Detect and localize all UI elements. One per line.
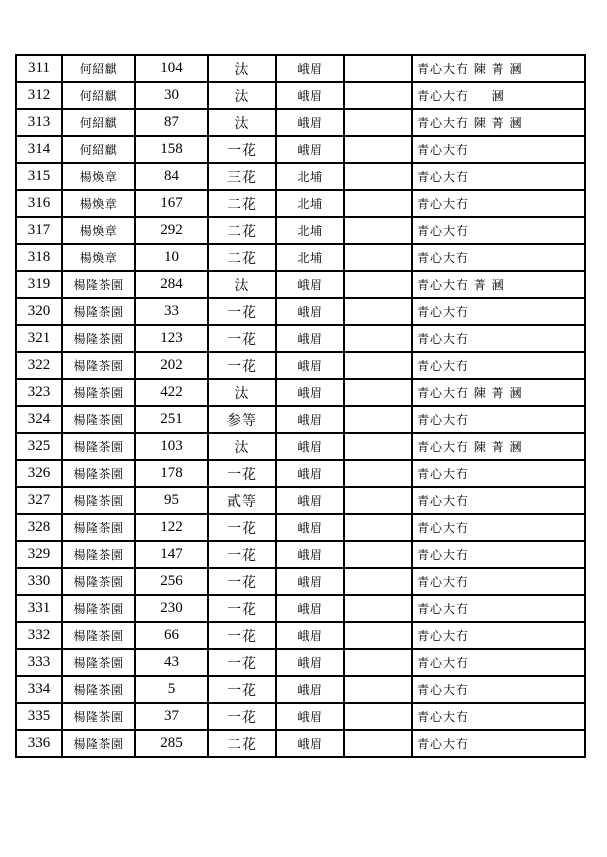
blank-cell (344, 622, 412, 649)
grade-cell: 一花 (208, 541, 276, 568)
grade-cell: 一花 (208, 622, 276, 649)
quantity-cell: 292 (135, 217, 208, 244)
place-cell: 峨眉 (276, 136, 344, 163)
owner-cell: 何紹麒 (62, 109, 135, 136)
grade-cell: 一花 (208, 298, 276, 325)
table-row (16, 352, 585, 379)
owner-cell: 楊隆茶園 (62, 352, 135, 379)
grade-cell: 二花 (208, 244, 276, 271)
blank-cell (344, 649, 412, 676)
table-row (16, 379, 585, 406)
blank-cell (344, 217, 412, 244)
place-cell: 峨眉 (276, 568, 344, 595)
grade-cell: 参等 (208, 406, 276, 433)
note-cell: 青心大冇 (412, 298, 585, 325)
table-row (16, 622, 585, 649)
blank-cell (344, 514, 412, 541)
blank-cell (344, 82, 412, 109)
owner-cell: 楊隆茶園 (62, 595, 135, 622)
row-number-cell: 318 (16, 244, 62, 271)
owner-cell: 楊隆茶園 (62, 271, 135, 298)
note-cell: 青心大冇 (412, 460, 585, 487)
blank-cell (344, 730, 412, 757)
owner-cell: 楊隆茶園 (62, 568, 135, 595)
note-cell: 青心大冇 (412, 649, 585, 676)
grade-cell: 二花 (208, 190, 276, 217)
blank-cell (344, 568, 412, 595)
table-row (16, 244, 585, 271)
place-cell: 峨眉 (276, 676, 344, 703)
quantity-cell: 285 (135, 730, 208, 757)
blank-cell (344, 298, 412, 325)
table-row (16, 163, 585, 190)
blank-cell (344, 352, 412, 379)
place-cell: 峨眉 (276, 406, 344, 433)
place-cell: 峨眉 (276, 622, 344, 649)
quantity-cell: 104 (135, 55, 208, 82)
grade-cell: 一花 (208, 460, 276, 487)
quantity-cell: 43 (135, 649, 208, 676)
grade-cell: 汰 (208, 109, 276, 136)
row-number-cell: 316 (16, 190, 62, 217)
owner-cell: 楊隆茶園 (62, 460, 135, 487)
table-row (16, 406, 585, 433)
table-row (16, 109, 585, 136)
place-cell: 峨眉 (276, 325, 344, 352)
quantity-cell: 10 (135, 244, 208, 271)
note-cell: 青心大冇 (412, 352, 585, 379)
table-body (16, 55, 585, 757)
owner-cell: 楊隆茶園 (62, 487, 135, 514)
note-cell: 青心大冇 菁 漍 (412, 271, 585, 298)
blank-cell (344, 406, 412, 433)
place-cell: 峨眉 (276, 730, 344, 757)
note-cell: 青心大冇 (412, 325, 585, 352)
place-cell: 峨眉 (276, 352, 344, 379)
owner-cell: 楊隆茶園 (62, 406, 135, 433)
quantity-cell: 284 (135, 271, 208, 298)
place-cell: 北埔 (276, 190, 344, 217)
table-row (16, 271, 585, 298)
table-row (16, 487, 585, 514)
row-number-cell: 329 (16, 541, 62, 568)
tea-registry-sheet (15, 54, 586, 758)
quantity-cell: 30 (135, 82, 208, 109)
owner-cell: 楊煥章 (62, 217, 135, 244)
grade-cell: 汰 (208, 82, 276, 109)
place-cell: 北埔 (276, 163, 344, 190)
table-row (16, 460, 585, 487)
owner-cell: 楊隆茶園 (62, 325, 135, 352)
table-row (16, 298, 585, 325)
note-cell: 青心大冇 陳 菁 漍 (412, 109, 585, 136)
place-cell: 峨眉 (276, 379, 344, 406)
row-number-cell: 323 (16, 379, 62, 406)
owner-cell: 楊隆茶園 (62, 379, 135, 406)
grade-cell: 一花 (208, 649, 276, 676)
note-cell: 青心大冇 (412, 487, 585, 514)
blank-cell (344, 676, 412, 703)
blank-cell (344, 109, 412, 136)
place-cell: 峨眉 (276, 649, 344, 676)
quantity-cell: 256 (135, 568, 208, 595)
row-number-cell: 314 (16, 136, 62, 163)
row-number-cell: 324 (16, 406, 62, 433)
blank-cell (344, 244, 412, 271)
row-number-cell: 317 (16, 217, 62, 244)
quantity-cell: 178 (135, 460, 208, 487)
place-cell: 峨眉 (276, 298, 344, 325)
quantity-cell: 66 (135, 622, 208, 649)
row-number-cell: 313 (16, 109, 62, 136)
place-cell: 峨眉 (276, 271, 344, 298)
grade-cell: 一花 (208, 136, 276, 163)
grade-cell: 一花 (208, 595, 276, 622)
note-cell: 青心大冇 (412, 622, 585, 649)
blank-cell (344, 271, 412, 298)
row-number-cell: 312 (16, 82, 62, 109)
owner-cell: 何紹麒 (62, 55, 135, 82)
place-cell: 峨眉 (276, 460, 344, 487)
grade-cell: 一花 (208, 352, 276, 379)
row-number-cell: 315 (16, 163, 62, 190)
quantity-cell: 202 (135, 352, 208, 379)
row-number-cell: 319 (16, 271, 62, 298)
blank-cell (344, 190, 412, 217)
quantity-cell: 95 (135, 487, 208, 514)
quantity-cell: 122 (135, 514, 208, 541)
table-row (16, 676, 585, 703)
owner-cell: 楊隆茶園 (62, 541, 135, 568)
row-number-cell: 336 (16, 730, 62, 757)
place-cell: 北埔 (276, 217, 344, 244)
blank-cell (344, 595, 412, 622)
blank-cell (344, 487, 412, 514)
note-cell: 青心大冇 (412, 568, 585, 595)
row-number-cell: 330 (16, 568, 62, 595)
grade-cell: 一花 (208, 568, 276, 595)
blank-cell (344, 325, 412, 352)
place-cell: 峨眉 (276, 433, 344, 460)
owner-cell: 何紹麒 (62, 82, 135, 109)
place-cell: 峨眉 (276, 487, 344, 514)
table-row (16, 217, 585, 244)
quantity-cell: 5 (135, 676, 208, 703)
blank-cell (344, 433, 412, 460)
blank-cell (344, 541, 412, 568)
table-row (16, 649, 585, 676)
quantity-cell: 230 (135, 595, 208, 622)
row-number-cell: 320 (16, 298, 62, 325)
note-cell: 青心大冇 陳 菁 漍 (412, 55, 585, 82)
owner-cell: 楊隆茶園 (62, 676, 135, 703)
row-number-cell: 325 (16, 433, 62, 460)
quantity-cell: 33 (135, 298, 208, 325)
grade-cell: 一花 (208, 325, 276, 352)
note-cell: 青心大冇 (412, 595, 585, 622)
table-row (16, 190, 585, 217)
owner-cell: 楊煥章 (62, 244, 135, 271)
note-cell: 青心大冇 (412, 406, 585, 433)
place-cell: 峨眉 (276, 595, 344, 622)
grade-cell: 三花 (208, 163, 276, 190)
table-row (16, 82, 585, 109)
grade-cell: 貳等 (208, 487, 276, 514)
place-cell: 峨眉 (276, 514, 344, 541)
owner-cell: 楊隆茶園 (62, 298, 135, 325)
place-cell: 峨眉 (276, 109, 344, 136)
quantity-cell: 147 (135, 541, 208, 568)
note-cell: 青心大冇 (412, 217, 585, 244)
owner-cell: 楊隆茶園 (62, 730, 135, 757)
grade-cell: 一花 (208, 676, 276, 703)
place-cell: 峨眉 (276, 541, 344, 568)
grade-cell: 汰 (208, 379, 276, 406)
quantity-cell: 158 (135, 136, 208, 163)
row-number-cell: 333 (16, 649, 62, 676)
owner-cell: 楊隆茶園 (62, 649, 135, 676)
grade-cell: 一花 (208, 514, 276, 541)
owner-cell: 楊隆茶園 (62, 433, 135, 460)
note-cell: 青心大冇 陳 菁 漍 (412, 379, 585, 406)
note-cell: 青心大冇 (412, 703, 585, 730)
row-number-cell: 331 (16, 595, 62, 622)
place-cell: 峨眉 (276, 703, 344, 730)
grade-cell: 二花 (208, 730, 276, 757)
table-row (16, 568, 585, 595)
table-row (16, 55, 585, 82)
grade-cell: 汰 (208, 55, 276, 82)
note-cell: 青心大冇 漍 (412, 82, 585, 109)
owner-cell: 楊隆茶園 (62, 622, 135, 649)
table-row (16, 730, 585, 757)
table-row (16, 514, 585, 541)
row-number-cell: 335 (16, 703, 62, 730)
blank-cell (344, 136, 412, 163)
note-cell: 青心大冇 (412, 676, 585, 703)
note-cell: 青心大冇 (412, 244, 585, 271)
place-cell: 峨眉 (276, 82, 344, 109)
blank-cell (344, 55, 412, 82)
grade-cell: 汰 (208, 271, 276, 298)
row-number-cell: 332 (16, 622, 62, 649)
quantity-cell: 84 (135, 163, 208, 190)
quantity-cell: 87 (135, 109, 208, 136)
row-number-cell: 311 (16, 55, 62, 82)
blank-cell (344, 379, 412, 406)
note-cell: 青心大冇 (412, 190, 585, 217)
place-cell: 峨眉 (276, 55, 344, 82)
place-cell: 北埔 (276, 244, 344, 271)
quantity-cell: 422 (135, 379, 208, 406)
quantity-cell: 251 (135, 406, 208, 433)
table-row (16, 433, 585, 460)
table-row (16, 325, 585, 352)
note-cell: 青心大冇 (412, 136, 585, 163)
table-row (16, 136, 585, 163)
quantity-cell: 103 (135, 433, 208, 460)
table-row (16, 541, 585, 568)
grade-cell: 二花 (208, 217, 276, 244)
note-cell: 青心大冇 (412, 514, 585, 541)
blank-cell (344, 163, 412, 190)
row-number-cell: 327 (16, 487, 62, 514)
row-number-cell: 328 (16, 514, 62, 541)
blank-cell (344, 703, 412, 730)
blank-cell (344, 460, 412, 487)
table-row (16, 703, 585, 730)
tea-registry-table (15, 54, 586, 758)
owner-cell: 楊隆茶園 (62, 703, 135, 730)
grade-cell: 一花 (208, 703, 276, 730)
owner-cell: 楊煥章 (62, 163, 135, 190)
table-row (16, 595, 585, 622)
quantity-cell: 167 (135, 190, 208, 217)
row-number-cell: 322 (16, 352, 62, 379)
row-number-cell: 334 (16, 676, 62, 703)
note-cell: 青心大冇 (412, 541, 585, 568)
grade-cell: 汰 (208, 433, 276, 460)
note-cell: 青心大冇 (412, 730, 585, 757)
owner-cell: 楊隆茶園 (62, 514, 135, 541)
row-number-cell: 326 (16, 460, 62, 487)
quantity-cell: 37 (135, 703, 208, 730)
quantity-cell: 123 (135, 325, 208, 352)
owner-cell: 何紹麒 (62, 136, 135, 163)
note-cell: 青心大冇 (412, 163, 585, 190)
note-cell: 青心大冇 陳 菁 漍 (412, 433, 585, 460)
row-number-cell: 321 (16, 325, 62, 352)
owner-cell: 楊煥章 (62, 190, 135, 217)
